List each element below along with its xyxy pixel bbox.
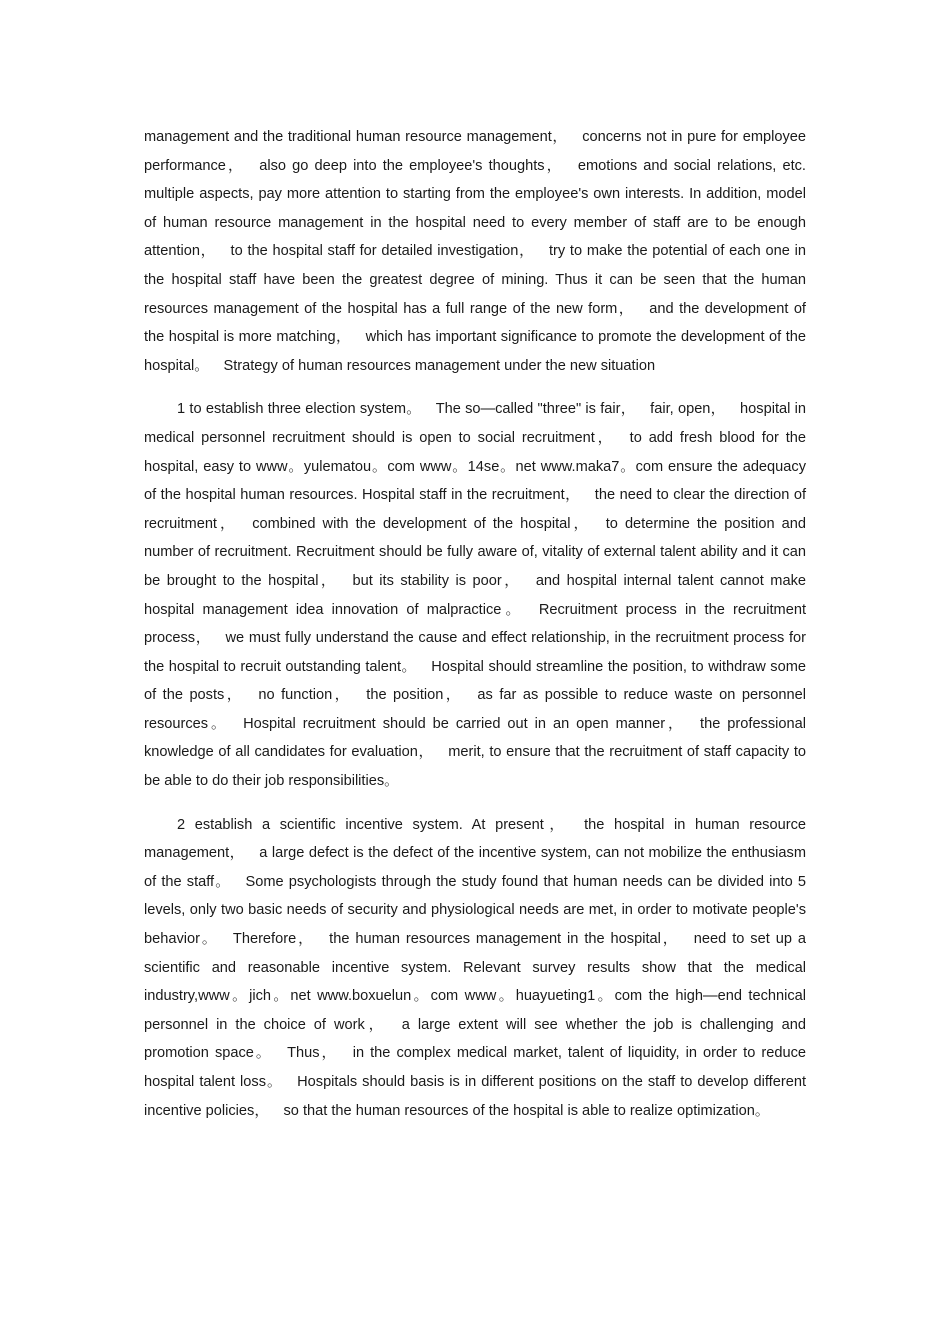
paragraph-intro: management and the traditional human resource management， concerns not in pure for employee performance， also go deep into the employee's thoughts， emotions and social relations, etc. multiple aspects, pay more attention to starting from the employee's own interests. In addition, model of human resource management in the hospital need to every member of staff are to be enough attention， to the hospital staff for detailed investigation， try to make the potential of each one in the hospital staff have been the greatest degree of mining. Thus it can be seen that the human resources management of the hospital has a full range of the new form， and the development of the hospital is more matching， which has important significance to promote the development of the hospital。 Strategy of human resources management under the new situation xyxy=(144,129,806,374)
paragraph-incentive-system: 2 establish a scientific incentive system. At present， the hospital in human resource management， a large defect is the defect of the incentive system, can not mobilize the enthusiasm of the staff。 Some psychologists through the study found that human needs can be divided into 5 levels, only two basic needs of security and physiological needs are met, in order to motivate people's behavior。 Therefore， the human resources management in the hospital， need to set up a scientific and reasonable incentive system. Relevant survey results show that the medical industry,www。jich。net www.boxuelun。com www。huayueting1。com the high—end technical personnel in the choice of work， a large extent will see whether the job is challenging and promotion space。 Thus， in the complex medical market, talent of liquidity, in order to reduce hospital talent loss。 Hospitals should basis is in different positions on the staff to develop different incentive policies， so that the human resources of the hospital is able to realize optimization。 xyxy=(144,816,806,1119)
paragraph-election-system: 1 to establish three election system。 The so—called "three" is fair， fair, open， hospital in medical personnel recruitment should is open to social recruitment， to add fresh blood for the hospital, easy to www。yulematou。com www。14se。net www.maka7。com ensure the adequacy of the hospital human resources. Hospital staff in the recruitment， the need to clear the direction of recruitment， combined with the development of the hospital， to determine the position and number of recruitment. Recruitment should be fully aware of, vitality of external talent ability and it can be brought to the hospital， but its stability is poor， and hospital internal talent cannot make hospital management idea innovation of malpractice。 Recruitment process in the recruitment process， we must fully understand the cause and effect relationship, in the recruitment process for the hospital to recruit outstanding talent。 Hospital should streamline the position, to withdraw some of the posts， no function， the position， as far as possible to reduce waste on personnel resources。 Hospital recruitment should be carried out in an open manner， the professional knowledge of all candidates for evaluation， merit, to ensure that the recruitment of staff capacity to be able to do their job responsibilities。 xyxy=(144,401,806,790)
document-body xyxy=(144,123,806,1140)
